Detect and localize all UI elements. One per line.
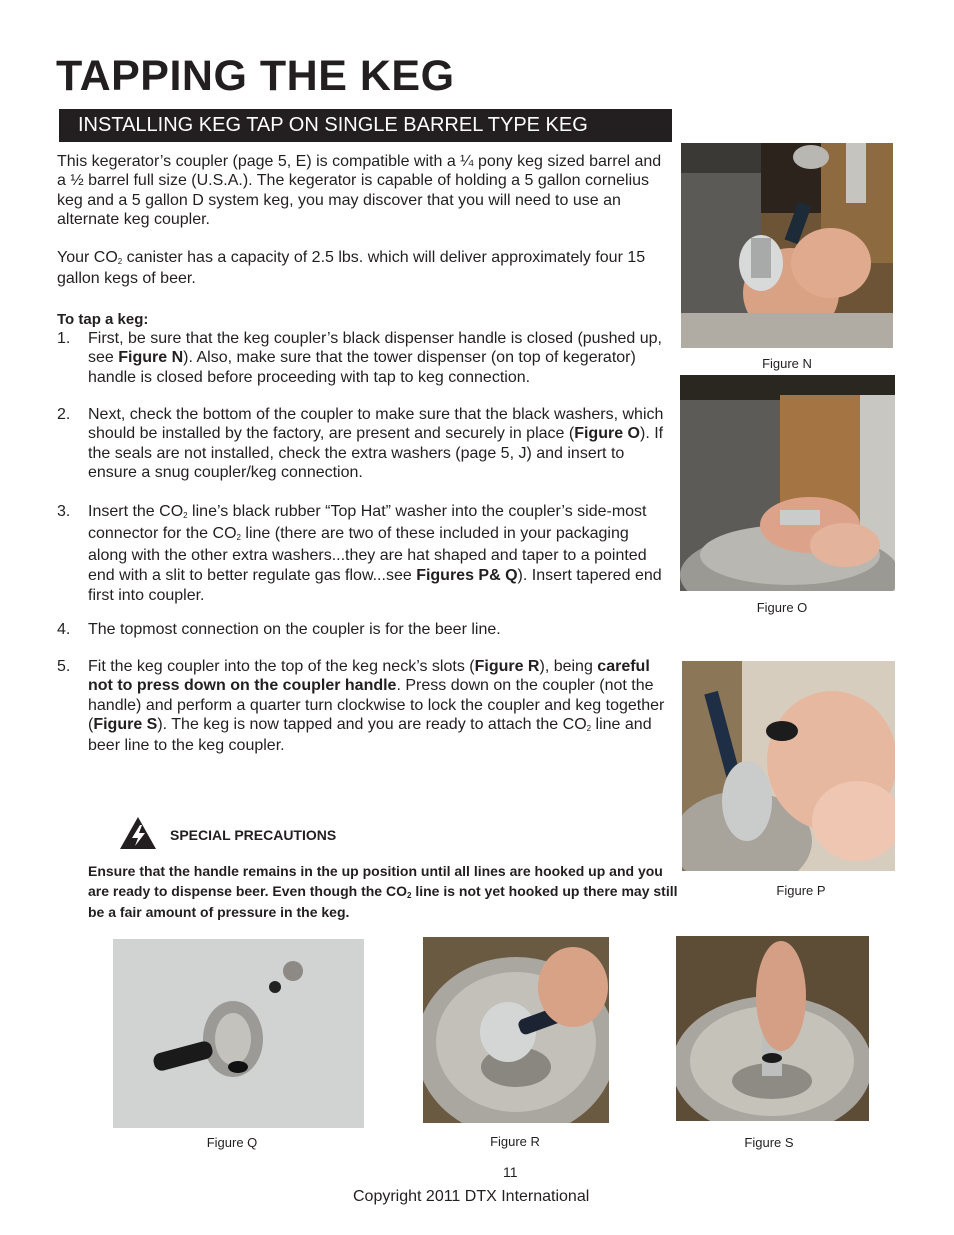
step-number: 3.	[57, 503, 71, 520]
figure-o-caption: Figure O	[756, 600, 808, 615]
step-text: Next, check the bottom of the coupler to make sure that the black washers, which should be installed by the factory, are present and securely in place (Figure O). If the seals are not installed, check the extra washers (page 5, J) and insert to ensure a snug coupler/keg connection.	[88, 406, 664, 481]
step-number: 4.	[57, 621, 71, 638]
step-text: Fit the keg coupler into the top of the keg neck’s slots (Figure R), being careful not to press down on the coupler handle. Press down on the coupler (not the handle) and perform a quarter turn clockwise to lock the coupler and keg together (Figure S). The keg is now tapped and you are ready to attach the $CO_2$ line and beer line to the keg coupler.	[88, 658, 665, 755]
figure-r-photo	[423, 937, 609, 1123]
figure-p-photo	[682, 661, 895, 871]
figure-o-photo	[680, 375, 895, 591]
figure-n-photo	[681, 143, 893, 348]
figure-s-photo	[676, 936, 869, 1121]
page-title: TAPPING THE KEG	[56, 52, 455, 100]
figure-r-caption: Figure R	[490, 1134, 540, 1149]
step-text: First, be sure that the keg coupler’s black dispenser handle is closed (pushed up, see Figure N). Also, make sure that the tower dispenser (on top of kegerator) handle is closed before proceeding with tap to keg connection.	[88, 330, 662, 386]
warning-text: Ensure that the handle remains in the up position until all lines are hooked up and you are ready to dispense beer. Even though the $CO_2$ line is not yet hooked up there may still be a fair amount of pressure in the keg.	[88, 863, 678, 920]
co2-paragraph: Your $CO_2$ canister has a capacity of 2.5 lbs. which will deliver approximately four 15 gallon kegs of beer.	[57, 249, 646, 288]
step-text: The topmost connection on the coupler is for the beer line.	[88, 621, 501, 638]
figure-q-caption: Figure Q	[206, 1135, 258, 1150]
copyright: Copyright 2011 DTX International	[353, 1188, 590, 1205]
step-number: 2.	[57, 406, 71, 423]
section-heading: INSTALLING KEG TAP ON SINGLE BARREL TYPE KEG	[59, 109, 672, 142]
figure-s-caption: Figure S	[744, 1135, 794, 1150]
tap-heading: To tap a keg:	[57, 311, 149, 328]
intro-paragraph: This kegerator’s coupler (page 5, E) is compatible with a ¼ pony keg sized barrel and a ½ barrel full size (U.S.A.). The kegerator is capable of holding a 5 gallon cornelius keg and a 5 gallon D system keg, you may discover that you will need to use an alternate keg coupler.	[57, 153, 662, 228]
figure-q-photo	[113, 939, 364, 1128]
warning-triangle-icon	[119, 816, 157, 850]
page-number: 11	[503, 1164, 518, 1180]
special-precautions-label: SPECIAL PRECAUTIONS	[170, 827, 337, 843]
step-number: 1.	[57, 330, 71, 347]
figure-p-caption: Figure P	[776, 883, 826, 898]
step-text: Insert the $CO_2$ line’s black rubber “Top Hat” washer into the coupler’s side-most connector for the $CO_2$ line (there are two of these included in your packaging along with the other extra washers...they are hat shaped and taper to a pointed end with a slit to better regulate gas flow...see Figures P& Q). Insert tapered end first into coupler.	[88, 503, 662, 604]
step-number: 5.	[57, 658, 71, 675]
figure-n-caption: Figure N	[762, 356, 812, 371]
